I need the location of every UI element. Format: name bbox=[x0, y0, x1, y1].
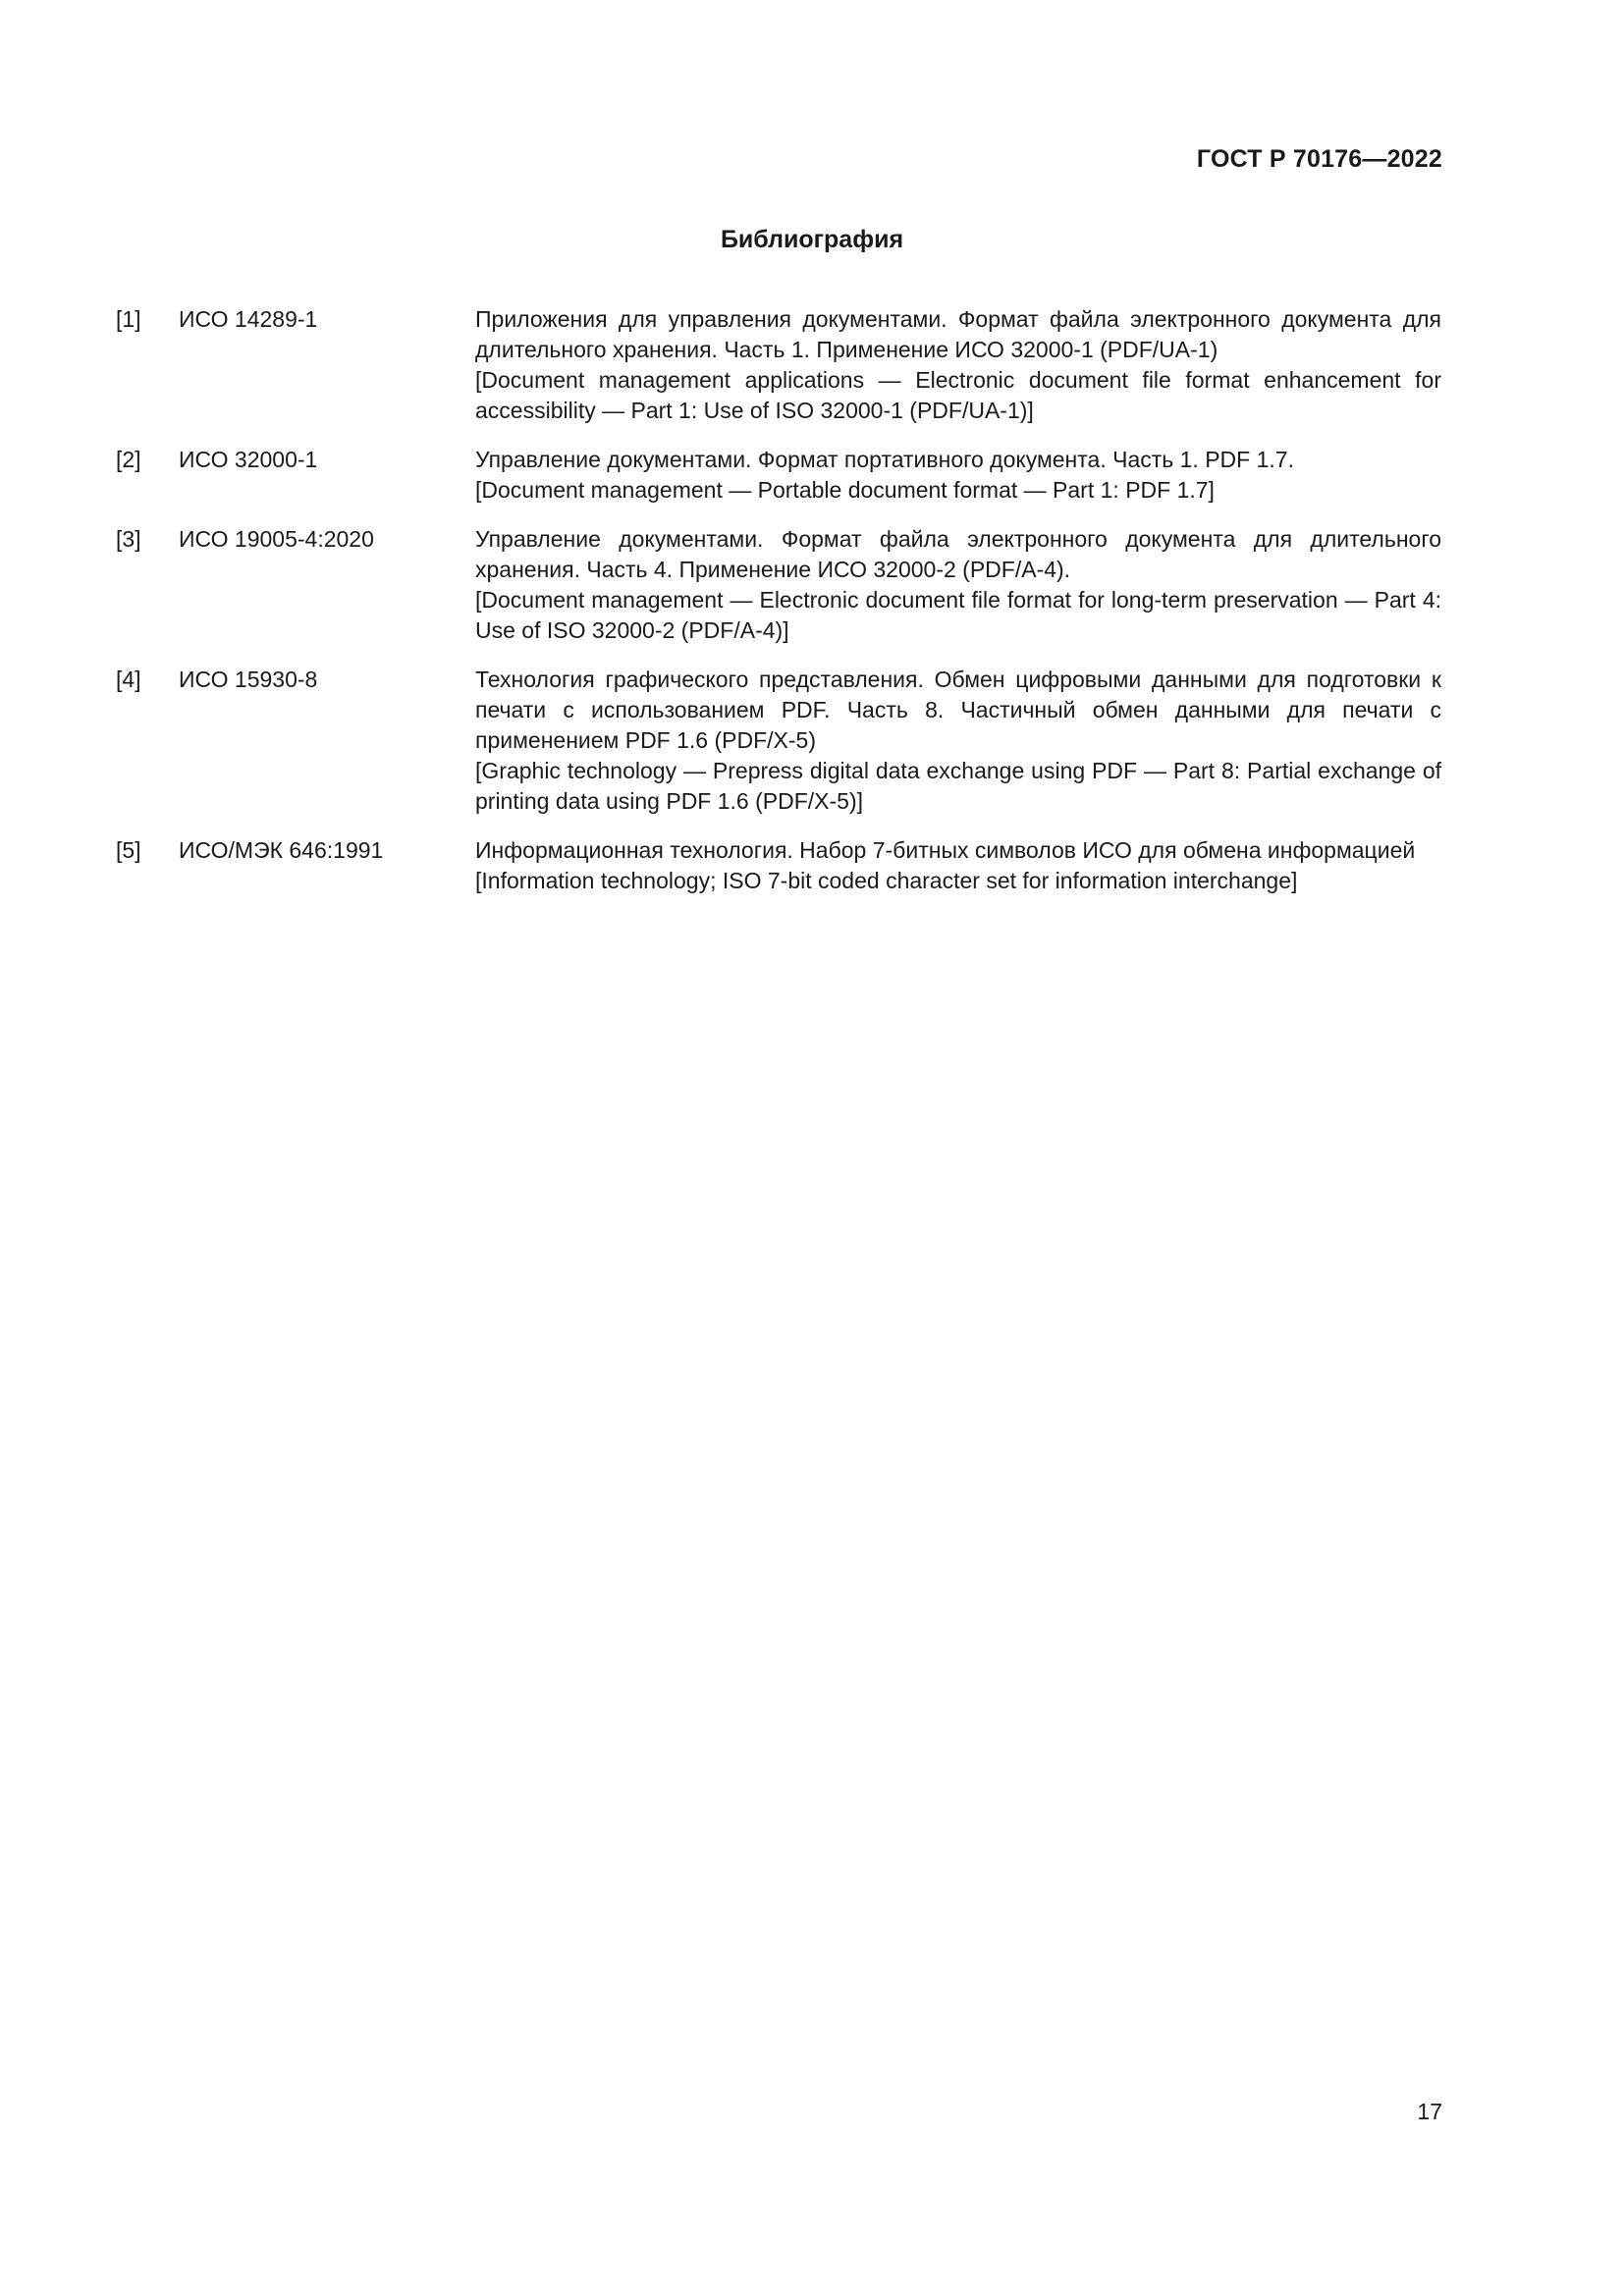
entry-number: [5] bbox=[116, 837, 141, 863]
entry-title-ru: Управление документами. Формат файла электронного документа для длительного хранения. Часть 4. Применение ИСО 32000-2 (PDF/A-4). bbox=[475, 526, 1441, 582]
bibliography-entry bbox=[116, 835, 1441, 896]
entry-title-en: [Information technology; ISO 7-bit coded character set for information interchange] bbox=[475, 868, 1298, 893]
entry-standard-code: ИСО 14289-1 bbox=[179, 306, 318, 332]
entry-text bbox=[475, 665, 1441, 817]
entry-text bbox=[475, 524, 1441, 646]
entry-number: [1] bbox=[116, 306, 141, 332]
bibliography-list bbox=[116, 304, 1441, 915]
bibliography-entry bbox=[116, 304, 1441, 426]
entry-title-en: [Document management — Portable document format — Part 1: PDF 1.7] bbox=[475, 477, 1215, 503]
page-number: 17 bbox=[1417, 2099, 1442, 2124]
entry-title-en: [Document management applications — Electronic document file format enhancement for accessibility — Part 1: Use of ISO 32000-1 (PDF/UA-1)] bbox=[475, 367, 1441, 423]
entry-title-ru: Управление документами. Формат портативного документа. Часть 1. PDF 1.7. bbox=[475, 447, 1294, 472]
bibliography-entry bbox=[116, 445, 1441, 506]
page-title: Библиография bbox=[720, 226, 904, 253]
entry-standard-code: ИСО 32000-1 bbox=[179, 447, 318, 472]
entry-standard-code: ИСО 19005-4:2020 bbox=[179, 526, 374, 552]
entry-title-ru: Приложения для управления документами. Формат файла электронного документа для длительного хранения. Часть 1. Применение ИСО 32000-1 (PDF/UA-1) bbox=[475, 306, 1441, 362]
entry-standard-code: ИСО/МЭК 646:1991 bbox=[179, 837, 384, 863]
entry-text bbox=[475, 835, 1441, 896]
entry-text bbox=[475, 304, 1441, 426]
entry-title-ru: Информационная технология. Набор 7-битных символов ИСО для обмена информацией bbox=[475, 837, 1416, 863]
entry-number: [4] bbox=[116, 667, 141, 692]
entry-text bbox=[475, 445, 1441, 506]
entry-title-en: [Graphic technology — Prepress digital data exchange using PDF — Part 8: Partial exchange of printing data using PDF 1.6 (PDF/X-5)] bbox=[475, 758, 1441, 814]
document-code: ГОСТ Р 70176—2022 bbox=[1196, 145, 1442, 173]
entry-title-ru: Технология графического представления. Обмен цифровыми данными для подготовки к печати с использованием PDF. Часть 8. Частичный обмен данными для печати с применением PDF 1.6 (PDF/X-5) bbox=[475, 667, 1441, 753]
bibliography-entry bbox=[116, 524, 1441, 646]
bibliography-entry bbox=[116, 665, 1441, 817]
entry-standard-code: ИСО 15930-8 bbox=[179, 667, 318, 692]
entry-title-en: [Document management — Electronic document file format for long-term preservation — Part 4: Use of ISO 32000-2 (PDF/A-4)] bbox=[475, 587, 1441, 643]
entry-number: [3] bbox=[116, 526, 141, 552]
entry-number: [2] bbox=[116, 447, 141, 472]
